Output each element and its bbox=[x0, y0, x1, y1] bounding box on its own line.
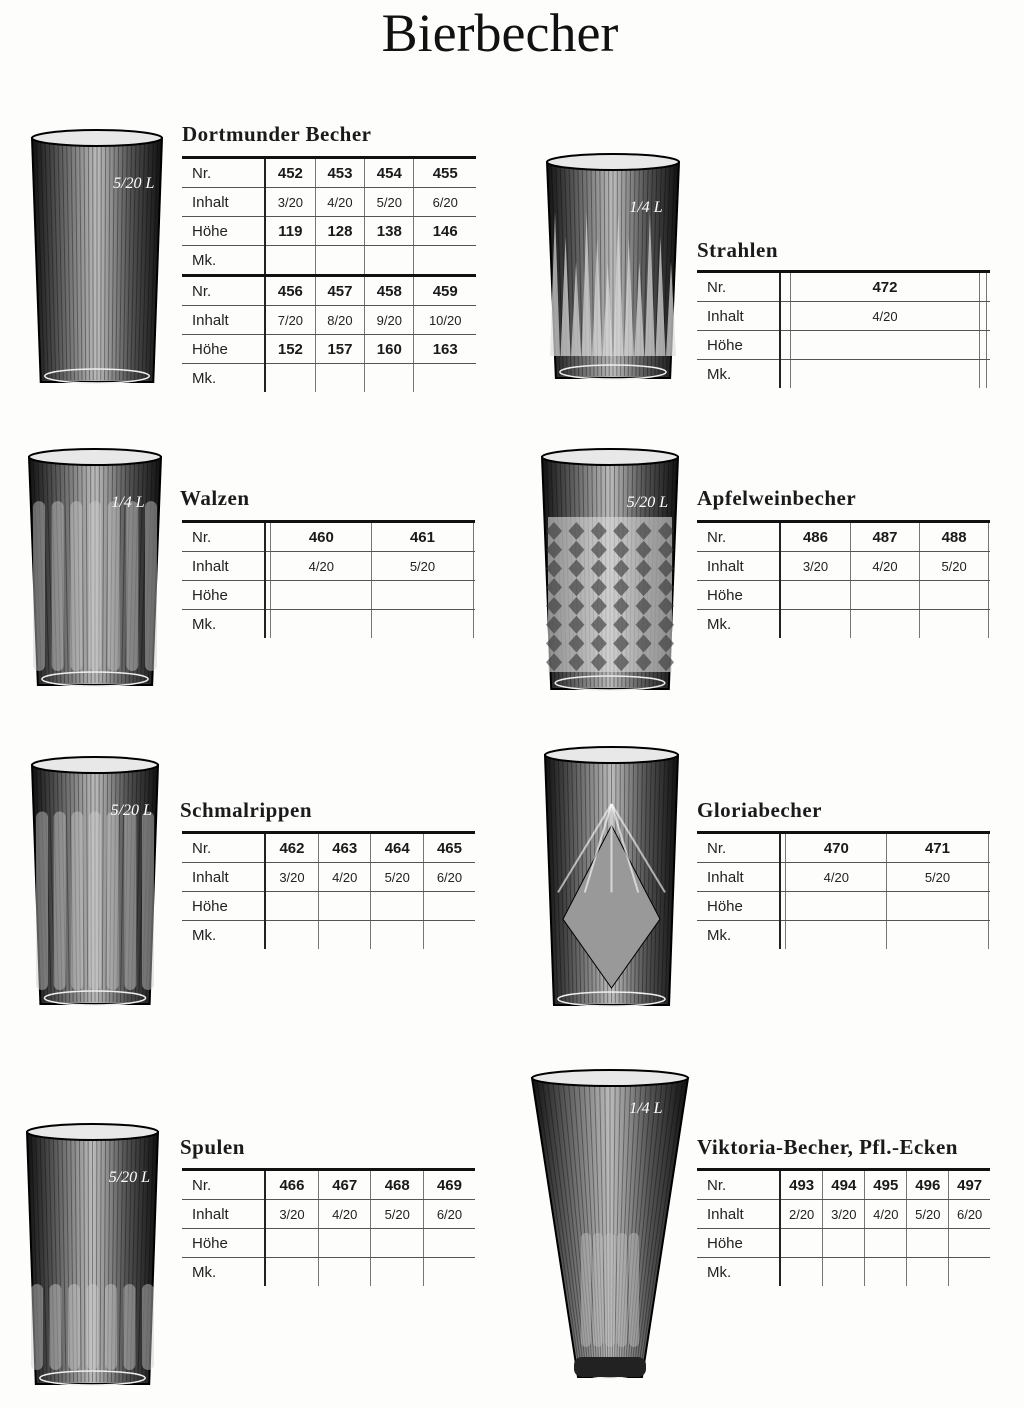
table-cell: 6/20 bbox=[414, 188, 476, 217]
row-label: Inhalt bbox=[182, 863, 265, 892]
table-cell bbox=[979, 272, 986, 302]
table-cell bbox=[473, 581, 475, 610]
table-cell: 6/20 bbox=[949, 1200, 990, 1229]
section-title: Schmalrippen bbox=[180, 798, 313, 822]
table-cell bbox=[780, 360, 791, 389]
table-cell: 461 bbox=[372, 522, 473, 552]
table-cell: 468 bbox=[371, 1170, 424, 1200]
section-title: Dortmunder Becher bbox=[182, 122, 372, 146]
table-cell bbox=[920, 610, 989, 639]
row-label: Inhalt bbox=[697, 1200, 780, 1229]
table-cell bbox=[988, 863, 990, 892]
table-cell: 5/20 bbox=[365, 188, 414, 217]
page-title: Bierbecher bbox=[381, 3, 619, 63]
table-cell: 453 bbox=[315, 158, 364, 188]
svg-text:5/20 L: 5/20 L bbox=[110, 802, 152, 819]
table-cell bbox=[265, 246, 315, 276]
table-cell: 459 bbox=[414, 276, 476, 306]
table-cell bbox=[414, 246, 476, 276]
row-label: Höhe bbox=[697, 331, 780, 360]
row-label: Höhe bbox=[182, 1229, 265, 1258]
table-row bbox=[697, 921, 990, 950]
table-row bbox=[182, 921, 475, 950]
table-cell bbox=[315, 246, 364, 276]
table-cell bbox=[780, 1229, 823, 1258]
table-cell: 3/20 bbox=[823, 1200, 865, 1229]
row-label: Höhe bbox=[182, 892, 265, 921]
table-row bbox=[182, 364, 476, 393]
row-label: Höhe bbox=[697, 1229, 780, 1258]
table-cell bbox=[920, 581, 989, 610]
row-label: Höhe bbox=[182, 335, 265, 364]
table-cell bbox=[786, 921, 887, 950]
table-row bbox=[182, 158, 476, 188]
table-cell: 3/20 bbox=[265, 863, 318, 892]
table-cell bbox=[265, 1229, 318, 1258]
row-label: Höhe bbox=[697, 581, 780, 610]
table-cell bbox=[265, 1258, 318, 1287]
table-cell: 10/20 bbox=[414, 306, 476, 335]
table-cell: 495 bbox=[865, 1170, 907, 1200]
table-cell bbox=[949, 1258, 990, 1287]
table-cell: 456 bbox=[265, 276, 315, 306]
table-cell bbox=[371, 1258, 424, 1287]
table-cell: 464 bbox=[371, 833, 424, 863]
table-cell bbox=[850, 610, 919, 639]
table-row bbox=[182, 246, 476, 276]
row-label: Mk. bbox=[697, 1258, 780, 1287]
table-cell bbox=[780, 331, 791, 360]
table-row bbox=[697, 552, 990, 581]
table-row bbox=[697, 833, 990, 863]
table-row bbox=[182, 610, 475, 639]
table-row bbox=[697, 1170, 990, 1200]
table-row bbox=[182, 306, 476, 335]
table-cell: 452 bbox=[265, 158, 315, 188]
table-cell: 128 bbox=[315, 217, 364, 246]
table-cell bbox=[979, 331, 986, 360]
table-cell bbox=[473, 552, 475, 581]
table-cell bbox=[988, 892, 990, 921]
table-row bbox=[697, 331, 990, 360]
table-cell: 6/20 bbox=[423, 863, 475, 892]
spec-table bbox=[182, 831, 475, 949]
table-cell bbox=[986, 360, 990, 389]
table-cell bbox=[780, 272, 791, 302]
table-cell: 455 bbox=[414, 158, 476, 188]
table-cell: 3/20 bbox=[265, 188, 315, 217]
table-cell: 4/20 bbox=[271, 552, 372, 581]
table-cell bbox=[473, 522, 475, 552]
table-cell: 472 bbox=[791, 272, 980, 302]
table-row bbox=[182, 276, 476, 306]
table-cell bbox=[315, 364, 364, 393]
table-cell: 8/20 bbox=[315, 306, 364, 335]
table-cell: 2/20 bbox=[780, 1200, 823, 1229]
table-cell: 119 bbox=[265, 217, 315, 246]
glass-illustration bbox=[30, 755, 160, 1017]
table-cell bbox=[271, 581, 372, 610]
table-row bbox=[697, 581, 990, 610]
table-cell: 157 bbox=[315, 335, 364, 364]
table-cell bbox=[786, 892, 887, 921]
table-cell: 487 bbox=[850, 522, 919, 552]
section-title: Walzen bbox=[180, 486, 250, 510]
table-cell: 9/20 bbox=[365, 306, 414, 335]
spec-table bbox=[182, 1168, 475, 1286]
row-label: Nr. bbox=[697, 1170, 780, 1200]
table-cell bbox=[780, 581, 850, 610]
table-row bbox=[697, 522, 990, 552]
table-cell bbox=[988, 833, 990, 863]
svg-text:5/20 L: 5/20 L bbox=[108, 1169, 151, 1186]
table-cell bbox=[423, 921, 475, 950]
table-cell bbox=[850, 581, 919, 610]
section-title: Apfelweinbecher bbox=[697, 486, 857, 510]
section-title: Strahlen bbox=[697, 238, 779, 262]
table-cell bbox=[318, 921, 371, 950]
table-cell: 3/20 bbox=[265, 1200, 318, 1229]
spec-table bbox=[697, 520, 990, 638]
svg-text:1/4 L: 1/4 L bbox=[629, 199, 663, 216]
table-row bbox=[182, 522, 475, 552]
row-label: Mk. bbox=[697, 921, 780, 950]
table-cell: 4/20 bbox=[318, 863, 371, 892]
row-label: Höhe bbox=[697, 892, 780, 921]
row-label: Nr. bbox=[182, 1170, 265, 1200]
table-row bbox=[182, 188, 476, 217]
table-cell bbox=[318, 892, 371, 921]
table-cell bbox=[265, 921, 318, 950]
table-cell bbox=[780, 610, 850, 639]
table-cell: 496 bbox=[907, 1170, 949, 1200]
table-cell bbox=[265, 364, 315, 393]
table-cell bbox=[371, 892, 424, 921]
section-title: Viktoria-Becher, Pfl.-Ecken bbox=[697, 1135, 958, 1159]
table-cell: 138 bbox=[365, 217, 414, 246]
row-label: Nr. bbox=[182, 833, 265, 863]
table-cell: 3/20 bbox=[780, 552, 850, 581]
table-cell bbox=[949, 1229, 990, 1258]
glass-illustration bbox=[30, 128, 164, 395]
table-cell: 469 bbox=[423, 1170, 475, 1200]
table-cell bbox=[423, 1258, 475, 1287]
table-cell bbox=[887, 892, 988, 921]
table-cell: 5/20 bbox=[887, 863, 988, 892]
table-row bbox=[697, 1229, 990, 1258]
svg-text:5/20 L: 5/20 L bbox=[626, 494, 669, 511]
table-row bbox=[182, 863, 475, 892]
table-cell bbox=[979, 360, 986, 389]
table-cell bbox=[907, 1229, 949, 1258]
spec-table bbox=[182, 520, 475, 638]
table-cell: 494 bbox=[823, 1170, 865, 1200]
table-cell bbox=[989, 610, 990, 639]
row-label: Mk. bbox=[697, 610, 780, 639]
table-cell: 5/20 bbox=[907, 1200, 949, 1229]
table-row bbox=[182, 1229, 475, 1258]
table-row bbox=[697, 272, 990, 302]
table-cell bbox=[986, 302, 990, 331]
svg-text:5/20 L: 5/20 L bbox=[113, 175, 155, 192]
glass-illustration bbox=[530, 1068, 690, 1390]
spec-table bbox=[697, 1168, 990, 1286]
glass-illustration bbox=[543, 745, 680, 1018]
table-cell: 4/20 bbox=[315, 188, 364, 217]
table-cell bbox=[365, 364, 414, 393]
table-cell bbox=[414, 364, 476, 393]
row-label: Mk. bbox=[182, 1258, 265, 1287]
table-cell bbox=[473, 610, 475, 639]
table-cell: 497 bbox=[949, 1170, 990, 1200]
table-cell: 4/20 bbox=[865, 1200, 907, 1229]
table-row bbox=[182, 552, 475, 581]
table-cell: 5/20 bbox=[920, 552, 989, 581]
row-label: Nr. bbox=[697, 833, 780, 863]
row-label: Inhalt bbox=[182, 552, 265, 581]
svg-text:1/4 L: 1/4 L bbox=[111, 494, 145, 511]
table-row bbox=[697, 360, 990, 389]
table-cell: 4/20 bbox=[786, 863, 887, 892]
glass-illustration bbox=[545, 152, 681, 391]
row-label: Inhalt bbox=[697, 302, 780, 331]
row-label: Mk. bbox=[182, 364, 265, 393]
table-cell: 457 bbox=[315, 276, 364, 306]
table-row bbox=[697, 892, 990, 921]
table-cell bbox=[318, 1229, 371, 1258]
row-label: Inhalt bbox=[697, 863, 780, 892]
table-row bbox=[182, 335, 476, 364]
table-cell: 488 bbox=[920, 522, 989, 552]
table-cell bbox=[318, 1258, 371, 1287]
table-cell: 6/20 bbox=[423, 1200, 475, 1229]
table-row bbox=[697, 863, 990, 892]
table-row bbox=[182, 1200, 475, 1229]
table-cell: 471 bbox=[887, 833, 988, 863]
table-cell: 7/20 bbox=[265, 306, 315, 335]
table-cell bbox=[989, 552, 990, 581]
table-cell bbox=[988, 921, 990, 950]
table-row bbox=[182, 833, 475, 863]
table-row bbox=[182, 1170, 475, 1200]
table-row bbox=[182, 581, 475, 610]
row-label: Nr. bbox=[182, 276, 265, 306]
row-label: Mk. bbox=[182, 610, 265, 639]
glass-illustration bbox=[540, 447, 680, 702]
table-cell bbox=[986, 272, 990, 302]
table-cell: 4/20 bbox=[791, 302, 980, 331]
table-row bbox=[182, 892, 475, 921]
glass-illustration bbox=[27, 447, 163, 698]
table-row bbox=[182, 1258, 475, 1287]
table-cell bbox=[423, 1229, 475, 1258]
spec-table bbox=[697, 270, 990, 388]
table-cell: 5/20 bbox=[371, 863, 424, 892]
glass-illustration bbox=[25, 1122, 160, 1397]
table-cell bbox=[371, 1229, 424, 1258]
table-cell bbox=[365, 246, 414, 276]
table-row bbox=[182, 217, 476, 246]
table-cell bbox=[979, 302, 986, 331]
table-row bbox=[697, 1200, 990, 1229]
table-row bbox=[697, 610, 990, 639]
section-title: Spulen bbox=[180, 1135, 245, 1159]
row-label: Nr. bbox=[182, 158, 265, 188]
table-cell: 460 bbox=[271, 522, 372, 552]
table-cell bbox=[989, 581, 990, 610]
table-cell bbox=[265, 892, 318, 921]
row-label: Mk. bbox=[182, 921, 265, 950]
table-cell: 163 bbox=[414, 335, 476, 364]
table-cell bbox=[989, 522, 990, 552]
table-cell bbox=[887, 921, 988, 950]
table-cell: 146 bbox=[414, 217, 476, 246]
spec-table bbox=[182, 156, 476, 392]
table-cell: 4/20 bbox=[318, 1200, 371, 1229]
table-cell: 466 bbox=[265, 1170, 318, 1200]
table-cell: 462 bbox=[265, 833, 318, 863]
table-cell: 5/20 bbox=[371, 1200, 424, 1229]
spec-table bbox=[697, 831, 990, 949]
table-cell bbox=[372, 581, 473, 610]
table-row bbox=[697, 1258, 990, 1287]
row-label: Nr. bbox=[182, 522, 265, 552]
table-cell bbox=[907, 1258, 949, 1287]
row-label: Mk. bbox=[182, 246, 265, 276]
table-cell: 454 bbox=[365, 158, 414, 188]
table-cell: 463 bbox=[318, 833, 371, 863]
table-cell bbox=[865, 1229, 907, 1258]
table-cell: 465 bbox=[423, 833, 475, 863]
table-cell bbox=[780, 302, 791, 331]
table-cell: 5/20 bbox=[372, 552, 473, 581]
table-cell bbox=[780, 1258, 823, 1287]
row-label: Inhalt bbox=[182, 188, 265, 217]
row-label: Nr. bbox=[697, 272, 780, 302]
row-label: Mk. bbox=[697, 360, 780, 389]
row-label: Inhalt bbox=[697, 552, 780, 581]
table-cell bbox=[271, 610, 372, 639]
table-cell: 467 bbox=[318, 1170, 371, 1200]
table-cell bbox=[372, 610, 473, 639]
row-label: Inhalt bbox=[182, 306, 265, 335]
table-cell bbox=[791, 331, 980, 360]
table-cell: 458 bbox=[365, 276, 414, 306]
section-title: Gloriabecher bbox=[697, 798, 822, 822]
table-cell: 4/20 bbox=[850, 552, 919, 581]
row-label: Höhe bbox=[182, 217, 265, 246]
table-cell: 160 bbox=[365, 335, 414, 364]
table-cell bbox=[823, 1229, 865, 1258]
row-label: Inhalt bbox=[182, 1200, 265, 1229]
table-cell bbox=[423, 892, 475, 921]
table-cell: 470 bbox=[786, 833, 887, 863]
row-label: Höhe bbox=[182, 581, 265, 610]
row-label: Nr. bbox=[697, 522, 780, 552]
table-cell bbox=[986, 331, 990, 360]
table-cell bbox=[823, 1258, 865, 1287]
table-cell bbox=[865, 1258, 907, 1287]
table-cell: 493 bbox=[780, 1170, 823, 1200]
table-row bbox=[697, 302, 990, 331]
table-cell: 486 bbox=[780, 522, 850, 552]
table-cell bbox=[791, 360, 980, 389]
svg-text:1/4 L: 1/4 L bbox=[629, 1100, 663, 1117]
table-cell bbox=[371, 921, 424, 950]
table-cell: 152 bbox=[265, 335, 315, 364]
